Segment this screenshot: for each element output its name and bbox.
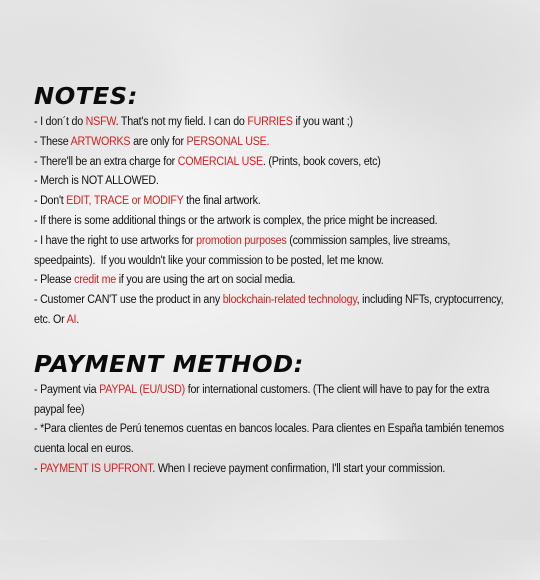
highlighted-text: credit me xyxy=(74,274,117,287)
item-text: if you are using the art on social media. xyxy=(116,274,296,287)
highlighted-text: EDIT, TRACE or MODIFY xyxy=(66,195,184,208)
note-item xyxy=(34,172,512,192)
note-item xyxy=(34,192,512,212)
item-text: - *Para clientes de Perú tenemos cuentas en bancos locales. Para clientes en España también tenemos cuenta local en euros. xyxy=(34,423,507,456)
payment-item xyxy=(34,460,512,480)
highlighted-text: PERSONAL USE. xyxy=(186,135,270,148)
item-text: - I don´t do xyxy=(34,116,86,128)
highlighted-text: ARTWORKS xyxy=(70,135,131,148)
highlighted-text: AI xyxy=(66,313,77,326)
item-text: are only for xyxy=(130,135,187,148)
highlighted-text: PAYMENT IS UPFRONT xyxy=(40,462,153,475)
item-text: - xyxy=(34,462,41,475)
item-text: - If there is some additional things or the artwork is complex, the price might be increased. xyxy=(34,214,438,227)
item-text: - Payment via xyxy=(34,383,100,396)
item-text: - Don't xyxy=(34,195,67,208)
note-item xyxy=(34,232,512,272)
commission-notes xyxy=(34,84,512,480)
item-text: if you want ;) xyxy=(292,116,353,128)
note-item xyxy=(34,113,512,133)
highlighted-text: NSFW xyxy=(85,116,116,128)
payment-item xyxy=(34,381,512,421)
payment-method-heading: PAYMENT METHOD: xyxy=(34,351,304,378)
item-text: (commission samples, live streams, speedpaints). If you wouldn't like your commission to be posted, let me know. xyxy=(34,234,453,267)
item-text: - I have the right to use artworks for xyxy=(34,234,197,247)
notes-list xyxy=(34,113,512,331)
item-text: - There'll be an extra charge for xyxy=(34,155,178,168)
item-text: . That's not my field. I can do xyxy=(115,116,248,128)
item-text: - Please xyxy=(34,274,75,287)
note-item xyxy=(34,291,512,331)
item-text: - Customer CAN'T use the product in any xyxy=(34,294,223,307)
item-text: . When I recieve payment confirmation, I'll start your commission. xyxy=(152,462,446,475)
highlighted-text: blockchain-related technology xyxy=(222,294,357,307)
note-item xyxy=(34,133,512,153)
note-item xyxy=(34,153,512,173)
highlighted-text: promotion purposes xyxy=(196,234,287,247)
highlighted-text: PAYPAL (EU/USD) xyxy=(99,383,185,396)
item-text: the final artwork. xyxy=(183,195,261,208)
item-text: , including NFTs, cryptocurrency, etc. Or xyxy=(34,294,507,326)
item-text: - These xyxy=(34,135,71,148)
payment-list xyxy=(34,381,512,480)
item-text: for international customers. (The client will have to pay for the extra paypal fee) xyxy=(34,383,492,416)
item-text: . xyxy=(76,313,80,326)
highlighted-text: COMERCIAL USE xyxy=(177,155,263,168)
item-text: - Merch is NOT ALLOWED. xyxy=(34,175,159,188)
note-item xyxy=(34,271,512,291)
payment-item xyxy=(34,420,512,460)
highlighted-text: FURRIES xyxy=(247,116,293,128)
note-item xyxy=(34,212,512,232)
item-text: . (Prints, book covers, etc) xyxy=(262,155,381,168)
notes-heading: NOTES: xyxy=(34,84,138,110)
